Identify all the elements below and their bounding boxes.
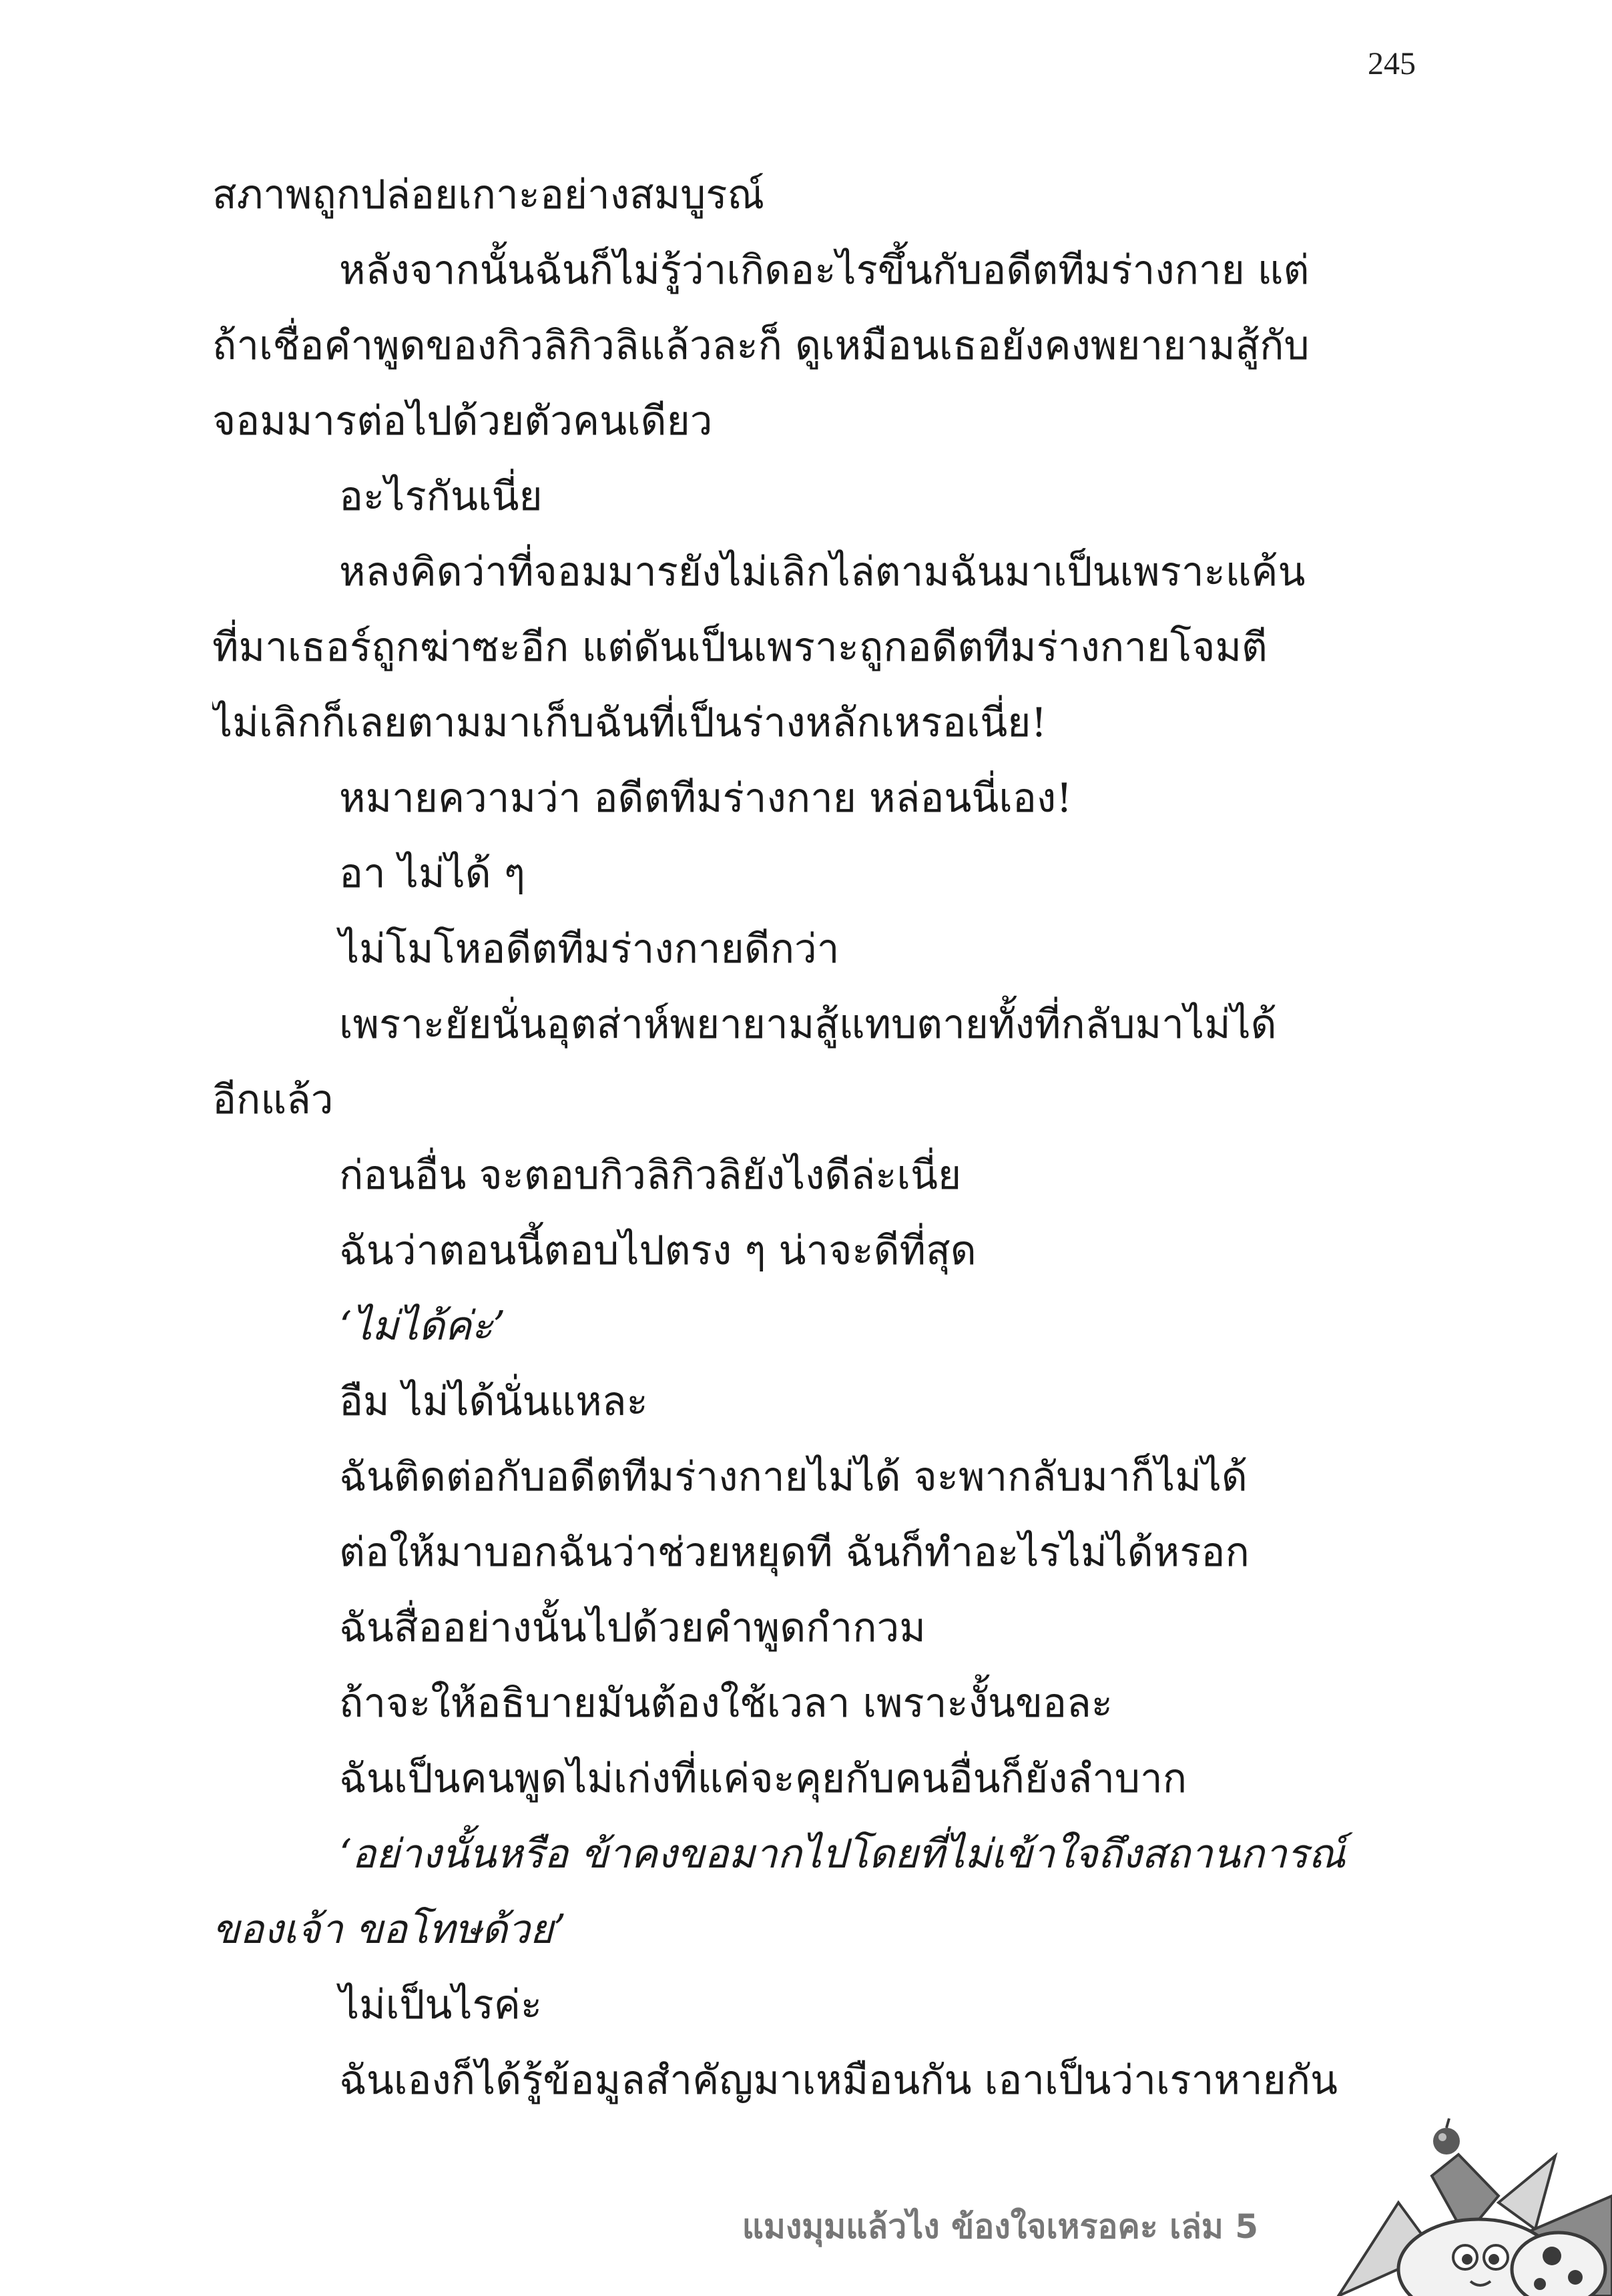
text-line: ฉันเองก็ได้รู้ข้อมูลสำคัญมาเหมือนกัน เอาเป็นว่าเราหายกัน — [339, 2057, 1338, 2104]
text-line: ไม่เป็นไรค่ะ — [339, 1982, 543, 2028]
text-line: สภาพถูกปล่อยเกาะอย่างสมบูรณ์ — [212, 172, 765, 218]
body-text — [212, 158, 1415, 2118]
spider-mascot-icon — [1298, 2102, 1612, 2296]
text-line: อีกแล้ว — [212, 1077, 334, 1123]
text-line: ก่อนอื่น จะตอบกิวลิกิวลิยังไงดีล่ะเนี่ย — [339, 1152, 962, 1199]
text-line: ฉันติดต่อกับอดีตทีมร่างกายไม่ได้ จะพากลับมาก็ไม่ได้ — [339, 1454, 1248, 1500]
text-line: เพราะยัยนั่นอุตส่าห์พยายามสู้แทบตายทั้งที่กลับมาไม่ได้ — [339, 1001, 1277, 1048]
text-line: ‘ไม่ได้ค่ะ’ — [339, 1303, 506, 1350]
book-title: แมงมุมแล้วไง ข้องใจเหรอคะ เล่ม 5 — [742, 2207, 1258, 2246]
text-line: ไม่โมโหอดีตทีมร่างกายดีกว่า — [339, 926, 840, 972]
page-footer — [0, 2096, 1612, 2296]
page-number: 245 — [1368, 46, 1416, 81]
text-line: ต่อให้มาบอกฉันว่าช่วยหยุดที ฉันก็ทำอะไรไม่ได้หรอก — [339, 1529, 1250, 1576]
text-line: หลงคิดว่าที่จอมมารยังไม่เลิกไล่ตามฉันมาเป็นเพราะแค้น — [339, 549, 1306, 595]
text-line: ‘อย่างนั้นหรือ ข้าคงขอมากไปโดยที่ไม่เข้าใจถึงสถานการณ์ — [339, 1831, 1346, 1878]
text-line: ฉันว่าตอนนี้ตอบไปตรง ๆ น่าจะดีที่สุด — [339, 1227, 977, 1274]
text-line: จอมมารต่อไปด้วยตัวคนเดียว — [212, 398, 713, 445]
text-line: อะไรกันเนี่ย — [339, 473, 543, 520]
text-line: ฉันสื่ออย่างนั้นไปด้วยคำพูดกำกวม — [339, 1605, 926, 1651]
text-line: ของเจ้า ขอโทษด้วย’ — [212, 1906, 567, 1953]
text-line: อืม ไม่ได้นั่นแหละ — [339, 1378, 648, 1425]
text-line: หมายความว่า อดีตทีมร่างกาย หล่อนนี่เอง! — [339, 775, 1073, 822]
text-line: ไม่เลิกก็เลยตามมาเก็บฉันที่เป็นร่างหลักเหรอเนี่ย! — [212, 699, 1047, 746]
text-line: อา ไม่ได้ ๆ — [339, 850, 525, 897]
text-line: ฉันเป็นคนพูดไม่เก่งที่แค่จะคุยกับคนอื่นก็ยังลำบาก — [339, 1755, 1187, 1802]
text-line: หลังจากนั้นฉันก็ไม่รู้ว่าเกิดอะไรขึ้นกับอดีตทีมร่างกาย แต่ — [339, 247, 1310, 294]
text-line: ถ้าเชื่อคำพูดของกิวลิกิวลิแล้วละก็ ดูเหมือนเธอยังคงพยายามสู้กับ — [212, 322, 1310, 369]
text-line: ถ้าจะให้อธิบายมันต้องใช้เวลา เพราะงั้นขอละ — [339, 1680, 1113, 1727]
text-line: ที่มาเธอร์ถูกฆ่าซะอีก แต่ดันเป็นเพราะถูกอดีตทีมร่างกายโจมตี — [212, 624, 1268, 671]
